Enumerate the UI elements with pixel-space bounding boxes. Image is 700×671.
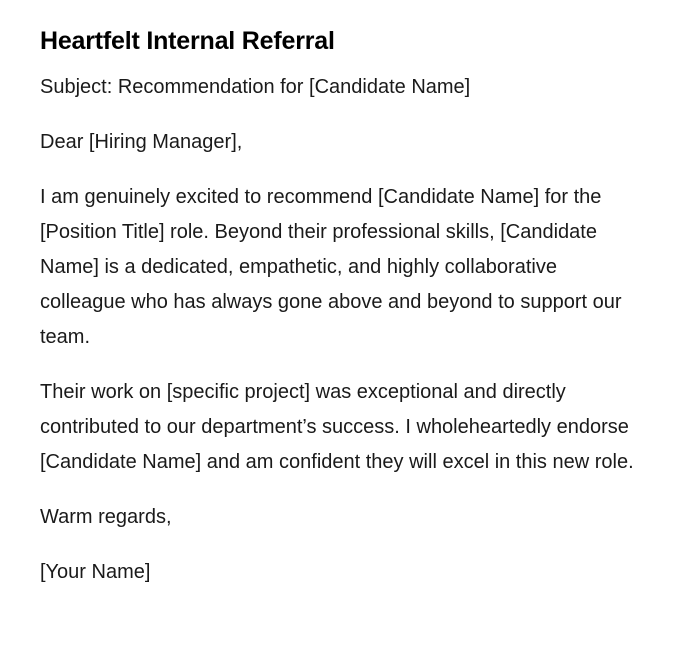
subject-line: Subject: Recommendation for [Candidate Name] xyxy=(40,76,471,98)
body-paragraph-2: Their work on [specific project] was exceptional and directly contributed to our department’s success. I wholeheartedly endorse [Candidate Name] and am confident they will excel in this new role. xyxy=(40,381,634,473)
greeting: Dear [Hiring Manager], xyxy=(40,131,243,153)
closing: Warm regards, xyxy=(40,506,172,528)
document-title: Heartfelt Internal Referral xyxy=(40,27,335,55)
signature: [Your Name] xyxy=(40,561,151,583)
body-paragraph-1: I am genuinely excited to recommend [Candidate Name] for the [Position Title] role. Beyond their professional skills, [Candidate Name] is a dedicated, empathetic, and highly collaborative colleague who has always gone above and beyond to support our team. xyxy=(40,186,622,348)
